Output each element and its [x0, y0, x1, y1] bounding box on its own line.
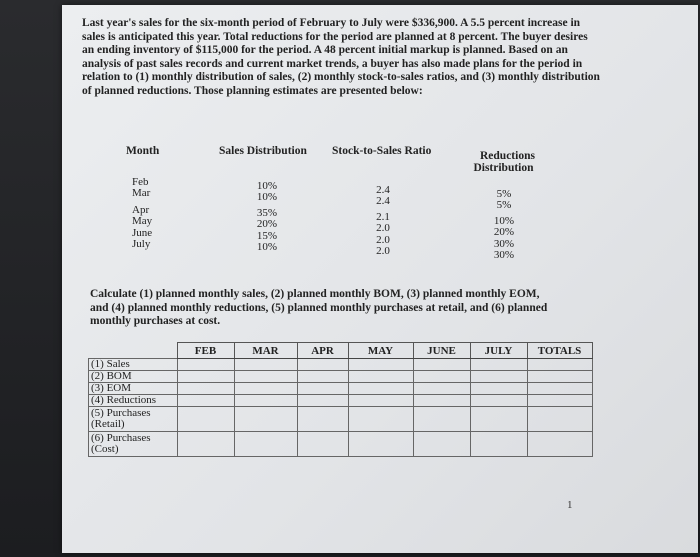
sales-may-cell[interactable] [348, 359, 413, 371]
reductions-may-cell[interactable] [348, 395, 413, 407]
month-cell: May [132, 215, 153, 228]
stock-to-sales-cell: 2.0 [376, 245, 390, 258]
column-header-totals: TOTALS [527, 343, 592, 359]
eom-feb-cell[interactable] [177, 383, 234, 395]
sales-apr-cell[interactable] [297, 359, 348, 371]
stock-to-sales-cell: 2.1 [376, 210, 390, 223]
column-header-june: JUNE [413, 343, 470, 359]
eom-july-cell[interactable] [470, 383, 527, 395]
header-stock-to-sales: Stock-to-Sales Ratio [332, 145, 432, 157]
bom-feb-cell[interactable] [177, 371, 234, 383]
row-label-sales: (1) Sales [89, 359, 178, 371]
textbook-page [62, 5, 698, 553]
row-label-eom: (3) EOM [89, 383, 178, 395]
reductions-distribution-cell: 5% [496, 199, 512, 212]
bom-june-cell[interactable] [413, 371, 470, 383]
calculation-instructions: Calculate (1) planned monthly sales, (2) planned monthly BOM, (3) planned monthly EOM, and (4) planned monthly reductions, (5) planned monthly purchases at retail, and (6) planned monthly purchases at cost. [90, 288, 548, 328]
eom-june-cell[interactable] [413, 383, 470, 395]
sales-distribution-cell: 20% [256, 218, 278, 231]
sales-distribution-column [250, 181, 284, 253]
reductions-june-cell[interactable] [413, 395, 470, 407]
purchases-cost-may-cell[interactable] [348, 432, 413, 457]
header-month: Month [126, 145, 160, 157]
sales-july-cell[interactable] [470, 359, 527, 371]
stock-to-sales-cell: 2.4 [376, 184, 390, 196]
reductions-distribution-column [486, 189, 522, 261]
stock-to-sales-column [368, 185, 398, 257]
stock-to-sales-cell: 2.0 [376, 222, 390, 235]
month-cell: Apr [132, 203, 150, 216]
column-header-apr: APR [297, 343, 348, 359]
column-header-july: JULY [470, 343, 527, 359]
purchases-cost-june-cell[interactable] [413, 432, 470, 457]
worksheet-corner-cell [89, 343, 178, 359]
purchases-retail-feb-cell[interactable] [177, 407, 234, 432]
bom-totals-cell[interactable] [527, 371, 592, 383]
month-cell: July [132, 238, 151, 251]
table-row [89, 432, 593, 457]
month-cell: Mar [132, 187, 151, 200]
sales-mar-cell[interactable] [234, 359, 297, 371]
reductions-distribution-cell: 10% [493, 214, 515, 227]
purchases-retail-june-cell[interactable] [413, 407, 470, 432]
row-label-purchases-retail [89, 407, 178, 432]
purchases-cost-totals-cell[interactable] [527, 432, 592, 457]
reductions-apr-cell[interactable] [297, 395, 348, 407]
bom-may-cell[interactable] [348, 371, 413, 383]
purchases-cost-apr-cell[interactable] [297, 432, 348, 457]
bom-july-cell[interactable] [470, 371, 527, 383]
header-reductions [473, 150, 535, 174]
reductions-distribution-cell: 20% [493, 226, 515, 239]
month-column [132, 177, 152, 250]
sales-distribution-cell: 15% [256, 229, 278, 242]
purchases-retail-july-cell[interactable] [470, 407, 527, 432]
reductions-distribution-cell: 5% [496, 188, 512, 200]
column-header-feb: FEB [177, 343, 234, 359]
stock-to-sales-cell: 2.4 [376, 195, 390, 208]
row-label-purchases-cost [89, 432, 178, 457]
row-label-purchases-retail-line2: (Retail) [91, 418, 125, 430]
header-sales-distribution: Sales Distribution [219, 145, 307, 157]
sales-distribution-cell: 10% [256, 191, 278, 204]
reductions-mar-cell[interactable] [234, 395, 297, 407]
table-row [89, 395, 593, 407]
eom-apr-cell[interactable] [297, 383, 348, 395]
reductions-july-cell[interactable] [470, 395, 527, 407]
sales-distribution-cell: 10% [256, 241, 278, 254]
row-label-bom: (2) BOM [89, 371, 178, 383]
reductions-distribution-cell: 30% [493, 237, 515, 250]
row-label-purchases-cost-line2: (Cost) [91, 443, 119, 455]
table-row [89, 371, 593, 383]
purchases-cost-july-cell[interactable] [470, 432, 527, 457]
header-reductions-line1: Reductions [480, 150, 535, 162]
header-reductions-line2: Distribution [473, 162, 534, 174]
problem-statement: Last year's sales for the six-month period of February to July were $336,900. A 5.5 percent increase in sales is anticipated this year. Total reductions for the period are planned at 8 percent. The buyer desires an ending inventory of $115,000 for the period. A 48 percent initial markup is planned. Based on an analysis of past sales records and current market trends, a buyer has also made plans for the period in relation to (1) monthly distribution of sales, (2) monthly stock-to-sales ratios, and (3) monthly distribution of planned reductions. Those planning estimates are presented below: [82, 17, 600, 97]
month-cell: June [132, 226, 153, 239]
row-label-reductions: (4) Reductions [89, 395, 178, 407]
row-label-purchases-cost-line1: (6) Purchases [91, 432, 151, 444]
purchases-retail-apr-cell[interactable] [297, 407, 348, 432]
eom-totals-cell[interactable] [527, 383, 592, 395]
planning-worksheet-table [88, 342, 593, 457]
purchases-retail-may-cell[interactable] [348, 407, 413, 432]
bom-apr-cell[interactable] [297, 371, 348, 383]
eom-mar-cell[interactable] [234, 383, 297, 395]
reductions-totals-cell[interactable] [527, 395, 592, 407]
stock-to-sales-cell: 2.0 [376, 233, 390, 246]
purchases-retail-mar-cell[interactable] [234, 407, 297, 432]
sales-distribution-cell: 10% [256, 180, 278, 192]
sales-june-cell[interactable] [413, 359, 470, 371]
worksheet-header-row [89, 343, 593, 359]
sales-feb-cell[interactable] [177, 359, 234, 371]
sales-distribution-cell: 35% [256, 206, 278, 219]
table-row [89, 407, 593, 432]
reductions-feb-cell[interactable] [177, 395, 234, 407]
bom-mar-cell[interactable] [234, 371, 297, 383]
eom-may-cell[interactable] [348, 383, 413, 395]
row-label-purchases-retail-line1: (5) Purchases [91, 407, 151, 419]
purchases-cost-mar-cell[interactable] [234, 432, 297, 457]
column-header-mar: MAR [234, 343, 297, 359]
purchases-cost-feb-cell[interactable] [177, 432, 234, 457]
table-row [89, 383, 593, 395]
purchases-retail-totals-cell[interactable] [527, 407, 592, 432]
sales-totals-cell[interactable] [527, 359, 592, 371]
month-cell: Feb [132, 176, 149, 188]
table-row [89, 359, 593, 371]
reductions-distribution-cell: 30% [493, 249, 515, 262]
page-number: 1 [567, 499, 573, 511]
column-header-may: MAY [348, 343, 413, 359]
